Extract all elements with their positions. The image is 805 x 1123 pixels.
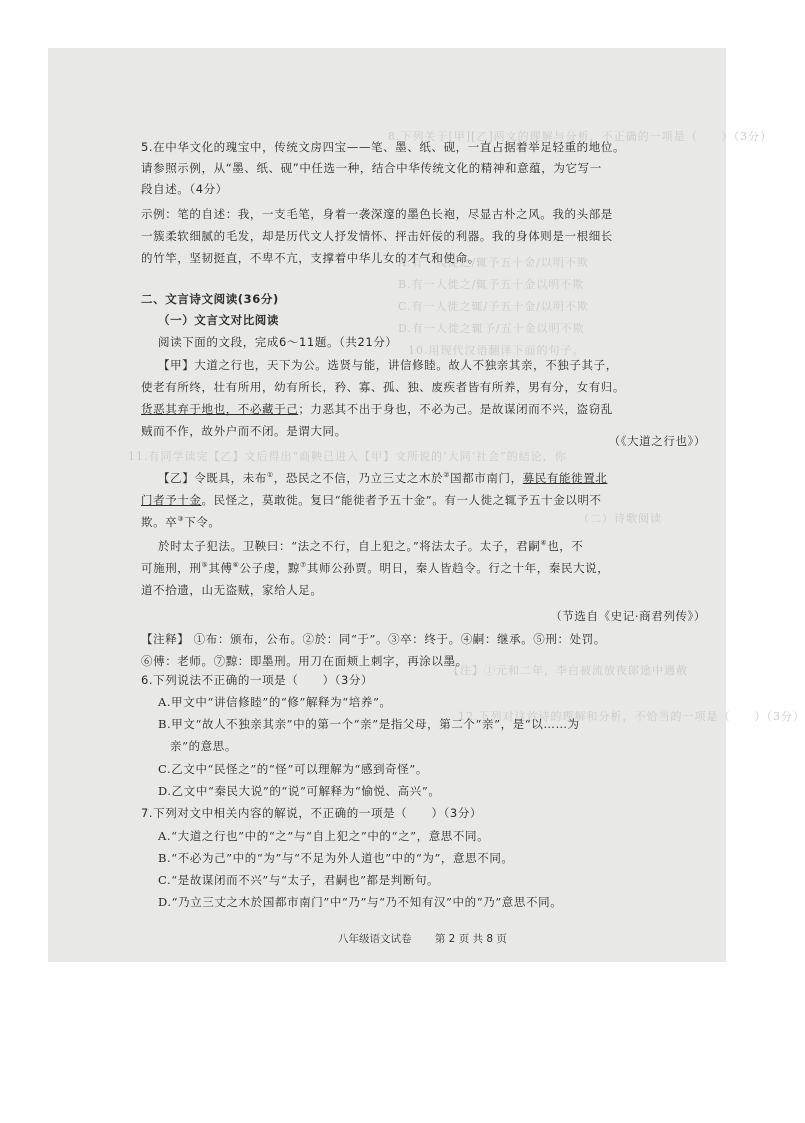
jia-line3-rest: ；力恶其不出于身也，不必为己。是故谋闭而不兴，盗窃乱 [298, 402, 613, 416]
jia-line2: 使老有所终，壮有所用，幼有所长，矜、寡、孤、独、废疾者皆有所养，男有分，女有归。 [141, 380, 625, 394]
bleed-through-text: A.有一人徙之/辄予五十金/以明不欺 [398, 256, 589, 269]
q5-line3: 段自述。（4分） [141, 182, 228, 196]
yi-line3 [141, 514, 706, 530]
q6-option-c: C.乙文中“民怪之”的“怪”可以理解为“感到奇怪”。 [158, 762, 428, 776]
yi-line1 [158, 470, 723, 486]
q7-option-a: A.“大道之行也”中的“之”与“自上犯之”中的“之”，意思不同。 [158, 829, 490, 843]
jia-source: （《大道之行也》） [608, 434, 706, 448]
notes-line1: 【注释】 ①布：颁布，公布。②於：同“于”。③卒：终于。④嗣：继承。⑤刑：处罚。 [141, 632, 606, 646]
reading-intro: 阅读下面的文段，完成6～11题。（共21分） [158, 335, 398, 349]
subsection-title: （一）文言文对比阅读 [158, 313, 279, 327]
jia-line4: 贼而不作，故外户而不闭。是谓大同。 [141, 424, 347, 438]
yi-underlined-sentence: 门者予十金 [141, 493, 202, 507]
yi-text: 也，不 [547, 539, 584, 553]
jia-underlined-sentence: 货恶其弃于地也，不必藏于己 [141, 402, 299, 416]
note-marker: ① [266, 471, 274, 480]
bleed-through-text: 10.用现代汉语翻译下面的句子。 [408, 344, 585, 357]
q5-line1: 5.在中华文化的瑰宝中，传统文房四宝——笔、墨、纸、砚，一直占据着举足轻重的地位。 [141, 140, 626, 154]
q7-stem: 7.下列对文中相关内容的解说，不正确的一项是（ ）（3分） [141, 806, 483, 820]
q7-option-b: B.“不必为己”中的“为”与“不足为外人道也”中的“为”，意思不同。 [158, 851, 514, 865]
yi-line2 [141, 492, 706, 508]
yi-text: 【乙】令既具，未布 [158, 471, 267, 485]
bleed-through-text: C.有一人徙之辄/予五十金/以明不欺 [398, 300, 589, 313]
bleed-through-text: B.有一人徙之/辄予五十金以明不欺 [398, 278, 585, 291]
yi-line6: 道不拾遗，山无盗贼，家给人足。 [141, 583, 323, 597]
jia-line3 [141, 401, 706, 417]
note-marker: ④ [540, 539, 548, 548]
exam-page [48, 48, 805, 962]
q7-option-d: D.“乃立三丈之木於国都市南门”中“乃”与“乃不知有汉”中的“乃”意思不同。 [158, 895, 563, 909]
jia-line1: 【甲】大道之行也，天下为公。选贤与能，讲信修睦。故人不独亲其亲，不独子其子， [158, 358, 618, 372]
page-footer [338, 931, 527, 946]
yi-line4 [158, 538, 723, 554]
note-marker: ② [443, 471, 451, 480]
q5-example-line3: 的竹竿，坚韧挺直，不卑不亢，支撑着中华儿女的才气和使命。 [141, 251, 480, 265]
note-marker: ③ [177, 515, 185, 524]
note-marker: ⑦ [299, 561, 307, 570]
yi-line5 [141, 560, 706, 576]
yi-text: 欺。卒 [141, 515, 178, 529]
yi-text: 可施刑，刑 [141, 561, 202, 575]
section-title: 二、文言诗文阅读(36分) [141, 292, 279, 306]
page-number: 第 2 页 共 8 页 [434, 933, 507, 945]
q7-option-c: C.“是故谋闭而不兴”与“太子，君嗣也”都是判断句。 [158, 873, 440, 887]
yi-text: 公子虔，黥 [239, 561, 300, 575]
yi-text: 於时太子犯法。卫鞅曰：“法之不行，自上犯之。”将法太子。太子，君嗣 [158, 539, 541, 553]
q6-option-b-line2: 亲”的意思。 [170, 739, 237, 753]
exam-title: 八年级语文试卷 [338, 933, 412, 945]
yi-underlined-sentence: 募民有能徙置北 [522, 471, 608, 485]
q6-option-b-line1: B.甲文“故人不独亲其亲”中的第一个“亲”是指父母，第二个“亲”，是“以……为 [158, 717, 580, 731]
q6-stem: 6.下列说法不正确的一项是（ ）（3分） [141, 673, 374, 687]
q5-example-line2: 一簇柔软细腻的毛发，却是历代文人抒发情怀、抨击奸佞的利器。我的身体则是一根细长 [141, 229, 613, 243]
yi-text: 其师公孙贾。明日，秦人皆趋令。行之十年，秦民大说， [306, 561, 610, 575]
bleed-through-text: D.有一人徙之辄予/五十金以明不欺 [398, 322, 585, 335]
bleed-through-text: 11.有同学读完【乙】文后得出“商鞅已进入【甲】文所说的‘大同’社会”的结论，你 [128, 450, 567, 463]
yi-source: （节选自《史记·商君列传》） [550, 609, 706, 623]
q6-option-a: A.甲文中“讲信修睦”的“修”解释为“培养”。 [158, 695, 392, 709]
note-marker: ⑤ [201, 561, 209, 570]
q6-option-d: D.乙文中“秦民大说”的“说”可解释为“愉悦、高兴”。 [158, 784, 441, 798]
yi-text: 国都市南门， [450, 471, 523, 485]
yi-text: ，恐民之不信，乃立三丈之木於 [273, 471, 444, 485]
bleed-through-text: 12.下列对这首诗的理解和分析，不恰当的一项是（ ）（3分） [458, 710, 805, 723]
notes-line2: ⑥傅：老师。⑦黥：即墨刑。用刀在面颊上刺字，再涂以墨。 [141, 654, 468, 668]
bleed-through-text: 8.下列关于[甲][乙]两文的理解与分析，不正确的一项是（ ）（3分） [388, 130, 773, 143]
note-marker: ⑥ [232, 561, 240, 570]
bleed-through-text: 【注】①元和二年，李白被流放夜郎途中遇赦 [448, 664, 688, 677]
bleed-through-text: （二）诗歌阅读 [578, 512, 662, 525]
q5-example-line1: 示例：笔的自述：我，一支毛笔，身着一袭深邃的墨色长袍，尽显古朴之风。我的头部是 [141, 207, 613, 221]
yi-text: 其傅 [208, 561, 233, 575]
yi-text: 。民怪之，莫敢徙。复曰“能徙者予五十金”。有一人徙之辄予五十金以明不 [201, 493, 602, 507]
q5-line2: 请参照示例，从“墨、纸、砚”中任选一种，结合中华传统文化的精神和意蕴，为它写一 [141, 161, 602, 175]
yi-text: 下令。 [184, 515, 221, 529]
